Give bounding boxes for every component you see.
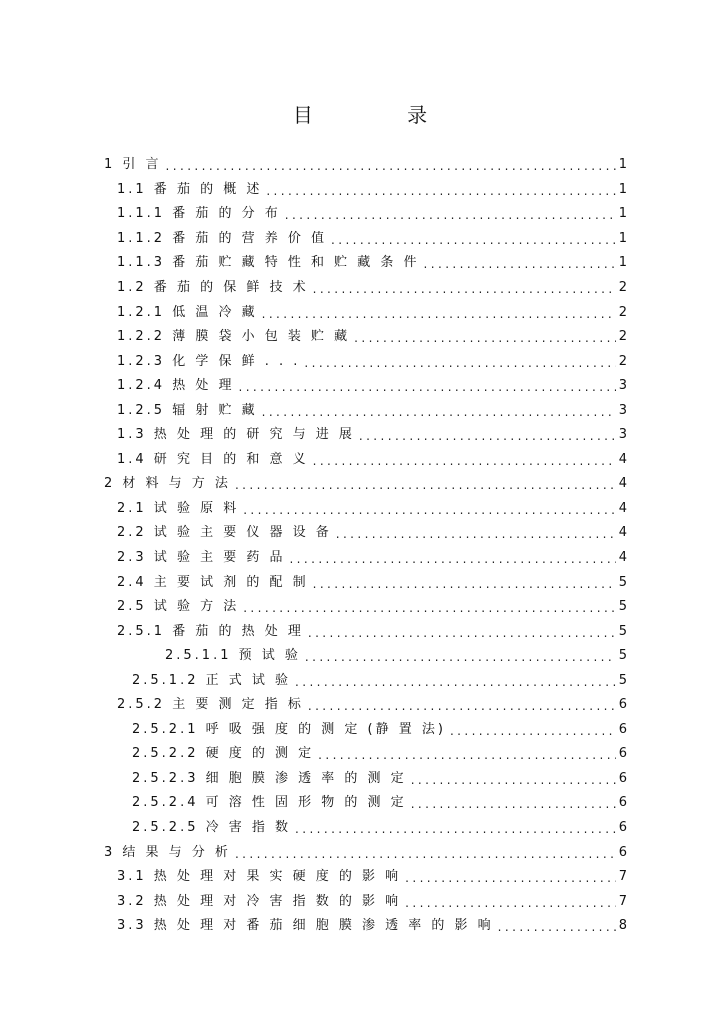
dot-leader — [359, 427, 616, 444]
toc-title: 目 录 — [292, 103, 472, 127]
toc-entry-page-number: 6 — [618, 844, 627, 860]
toc-entry[interactable] — [0, 398, 720, 423]
toc-entry[interactable] — [0, 423, 720, 448]
toc-entry[interactable] — [0, 644, 720, 669]
toc-entry-label: 1.2.5 辐 射 贮 藏 — [117, 402, 258, 418]
toc-entry-page-number: 5 — [618, 574, 627, 590]
toc-entry[interactable] — [0, 349, 720, 374]
dot-leader — [405, 894, 616, 911]
toc-entry[interactable] — [0, 472, 720, 497]
toc-entry-label: 1.2.4 热 处 理 — [117, 378, 235, 394]
toc-entry-page-number: 4 — [618, 451, 627, 467]
dot-leader — [295, 820, 616, 837]
dot-leader — [295, 673, 616, 690]
toc-entry[interactable] — [0, 448, 720, 473]
dot-leader — [411, 771, 616, 788]
dot-leader — [308, 697, 616, 714]
toc-entry-label: 2.5.2 主 要 测 定 指 标 — [117, 697, 304, 713]
toc-entry[interactable] — [0, 889, 720, 914]
toc-entry-page-number: 2 — [618, 304, 627, 320]
toc-entry[interactable] — [0, 251, 720, 276]
dot-leader — [405, 869, 616, 886]
toc-entry-page-number: 2 — [618, 329, 627, 345]
toc-entry-page-number: 1 — [618, 181, 627, 197]
toc-entry-page-number: 3 — [618, 427, 627, 443]
toc-entry[interactable] — [0, 865, 720, 890]
dot-leader — [308, 624, 616, 641]
toc-entry-label: 1.3 热 处 理 的 研 究 与 进 展 — [117, 427, 355, 443]
toc-entry-label: 1.1.2 番 茄 的 营 养 价 值 — [117, 230, 328, 246]
dot-leader — [450, 722, 616, 739]
toc-entry-label: 3.2 热 处 理 对 冷 害 指 数 的 影 响 — [117, 893, 402, 909]
toc-entry-label: 2.3 试 验 主 要 药 品 — [117, 550, 286, 566]
toc-entry-label: 1.2.1 低 温 冷 藏 — [117, 304, 258, 320]
dot-leader — [424, 255, 616, 272]
toc-entry-page-number: 4 — [618, 500, 627, 516]
dot-leader — [235, 845, 616, 862]
toc-entry-page-number: 6 — [618, 820, 627, 836]
toc-entry[interactable] — [0, 742, 720, 767]
dot-leader — [498, 918, 616, 935]
toc-entry[interactable] — [0, 178, 720, 203]
dot-leader — [285, 206, 616, 223]
toc-entry-page-number: 7 — [618, 869, 627, 885]
dot-leader — [336, 525, 616, 542]
dot-leader — [318, 746, 616, 763]
toc-entry-label: 3.3 热 处 理 对 番 茄 细 胞 膜 渗 透 率 的 影 响 — [117, 918, 494, 934]
dot-leader — [331, 231, 616, 248]
toc-entry[interactable] — [0, 153, 720, 178]
dot-leader — [313, 280, 616, 297]
toc-entry-label: 1.1 番 茄 的 概 述 — [117, 181, 263, 197]
toc-entry[interactable] — [0, 816, 720, 841]
dot-leader — [243, 501, 616, 518]
toc-entry-page-number: 6 — [618, 721, 627, 737]
toc-entry-label: 2.5.2.3 细 胞 膜 渗 透 率 的 测 定 — [132, 770, 407, 786]
toc-entry[interactable] — [0, 693, 720, 718]
toc-entry-label: 2.5.2.4 可 溶 性 固 形 物 的 测 定 — [132, 795, 407, 811]
dot-leader — [313, 575, 616, 592]
toc-entry-page-number: 4 — [618, 525, 627, 541]
toc-entry-label: 2.1 试 验 原 料 — [117, 500, 240, 516]
dot-leader — [238, 378, 616, 395]
toc-entry-page-number: 2 — [618, 280, 627, 295]
toc-entry-label: 1.1.1 番 茄 的 分 布 — [117, 206, 281, 222]
toc-entry-label: 2 材 料 与 方 法 — [104, 476, 231, 492]
toc-entry[interactable] — [0, 668, 720, 693]
toc-entry[interactable] — [0, 619, 720, 644]
toc-entry-page-number: 8 — [618, 918, 627, 934]
toc-entry-page-number: 6 — [618, 746, 627, 762]
toc-entry[interactable] — [0, 521, 720, 546]
toc-entry-page-number: 6 — [618, 795, 627, 811]
toc-entry-page-number: 3 — [618, 402, 627, 418]
toc-entry-label: 1.2 番 茄 的 保 鲜 技 术 — [117, 280, 309, 295]
toc-entry-label: 2.5 试 验 方 法 — [117, 599, 240, 615]
toc-entry-label: 2.2 试 验 主 要 仪 器 设 备 — [117, 525, 332, 541]
dot-leader — [166, 157, 616, 174]
toc-entry-label: 3.1 热 处 理 对 果 实 硬 度 的 影 响 — [117, 869, 402, 885]
toc-entry[interactable] — [0, 202, 720, 227]
toc-entry-label: 1 引 言 — [104, 157, 162, 173]
toc-entry-page-number: 5 — [618, 672, 627, 688]
toc-entry[interactable] — [0, 325, 720, 350]
toc-entry[interactable] — [0, 300, 720, 325]
dot-leader — [305, 648, 616, 665]
toc-entry-page-number: 2 — [618, 353, 627, 369]
toc-entry[interactable] — [0, 570, 720, 595]
toc-entry[interactable] — [0, 546, 720, 571]
toc-entry-label: 1.2.3 化 学 保 鲜 . . . — [117, 353, 301, 369]
toc-entry-page-number: 1 — [618, 230, 627, 246]
toc-entry[interactable] — [0, 791, 720, 816]
toc-entry-label: 2.5.2.5 冷 害 指 数 — [132, 820, 292, 836]
toc-entry-label: 1.4 研 究 目 的 和 意 义 — [117, 451, 309, 467]
dot-leader — [304, 354, 616, 371]
toc-entry[interactable] — [0, 227, 720, 252]
dot-leader — [243, 599, 616, 616]
table-of-contents — [0, 153, 720, 939]
toc-entry-page-number: 3 — [618, 378, 627, 394]
toc-entry[interactable] — [0, 276, 720, 301]
toc-entry-page-number: 4 — [618, 550, 627, 566]
toc-entry-page-number: 6 — [618, 770, 627, 786]
toc-entry[interactable] — [0, 914, 720, 939]
toc-entry-page-number: 1 — [618, 255, 627, 271]
toc-entry[interactable] — [0, 497, 720, 522]
toc-entry[interactable] — [0, 718, 720, 743]
toc-entry-label: 2.5.1.1 预 试 验 — [165, 648, 301, 664]
toc-entry[interactable] — [0, 840, 720, 865]
dot-leader — [262, 305, 616, 322]
dot-leader — [313, 452, 616, 469]
dot-leader — [354, 329, 616, 346]
dot-leader — [411, 795, 616, 812]
toc-entry-page-number: 1 — [618, 206, 627, 222]
toc-entry-page-number: 4 — [618, 476, 627, 492]
toc-entry-label: 3 结 果 与 分 析 — [104, 844, 231, 860]
toc-entry[interactable] — [0, 767, 720, 792]
dot-leader — [266, 182, 616, 199]
toc-entry-label: 2.5.2.1 呼 吸 强 度 的 测 定 (静 置 法) — [132, 721, 446, 737]
toc-entry-label: 2.4 主 要 试 剂 的 配 制 — [117, 574, 309, 590]
toc-entry-page-number: 1 — [618, 157, 627, 173]
dot-leader — [289, 550, 616, 567]
toc-entry-label: 1.2.2 薄 膜 袋 小 包 装 贮 藏 — [117, 329, 351, 345]
toc-entry-page-number: 5 — [618, 623, 627, 639]
toc-entry-page-number: 5 — [618, 648, 627, 664]
toc-entry[interactable] — [0, 374, 720, 399]
toc-entry-page-number: 7 — [618, 893, 627, 909]
toc-entry-label: 2.5.1 番 茄 的 热 处 理 — [117, 623, 304, 639]
toc-entry[interactable] — [0, 595, 720, 620]
dot-leader — [262, 403, 616, 420]
dot-leader — [235, 476, 616, 493]
toc-entry-page-number: 6 — [618, 697, 627, 713]
toc-entry-label: 1.1.3 番 茄 贮 藏 特 性 和 贮 藏 条 件 — [117, 255, 420, 271]
toc-entry-label: 2.5.1.2 正 式 试 验 — [132, 672, 292, 688]
toc-entry-page-number: 5 — [618, 599, 627, 615]
toc-entry-label: 2.5.2.2 硬 度 的 测 定 — [132, 746, 315, 762]
